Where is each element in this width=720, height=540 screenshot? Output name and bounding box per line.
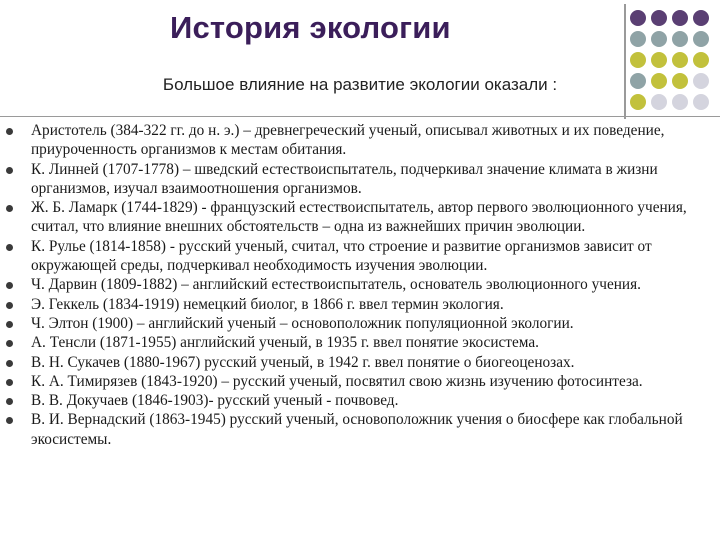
list-item-text: К. А. Тимирязев (1843-1920) – русский ученый, посвятил свою жизнь изучению фотосинтеза. xyxy=(31,372,643,390)
decorative-dot xyxy=(672,10,688,26)
list-item xyxy=(0,391,720,410)
list-item-text: К. Рулье (1814-1858) - русский ученый, считал, что строение и развитие организмов зависит от окружающей среды, подчеркивал необходимость изучения эволюции. xyxy=(31,237,652,275)
list-item-text: А. Тенсли (1871-1955) английский ученый, в 1935 г. ввел понятие экосистема. xyxy=(31,334,539,352)
decorative-dot xyxy=(693,94,709,110)
list-item-text: К. Линней (1707-1778) – шведский естествоиспытатель, подчеркивал значение климата в жизни организмов, изучал взаимоотношения организмов. xyxy=(31,160,658,197)
list-item-text: Э. Геккель (1834-1919) немецкий биолог, в 1866 г. ввел термин экология. xyxy=(31,295,504,313)
slide-subtitle: Большое влияние на развитие экологии оказали : xyxy=(162,75,558,94)
list-item-text: Ч. Элтон (1900) – английский ученый – основоположник популяционной экологии. xyxy=(31,314,574,332)
decorative-dot xyxy=(693,10,709,26)
bullet-icon xyxy=(6,321,13,328)
bullet-icon xyxy=(6,282,13,289)
bullet-icon xyxy=(6,205,13,212)
bullet-icon xyxy=(6,167,13,174)
decorative-dot xyxy=(672,52,688,68)
list-item-text: В. И. Вернадский (1863-1945) русский ученый, основоположник учения о биосфере как глобальной экосистемы. xyxy=(31,411,683,448)
decorative-dot xyxy=(651,94,667,110)
list-item-text: Ч. Дарвин (1809-1882) – английский естествоиспытатель, основатель эволюционного учения. xyxy=(31,276,641,294)
vertical-divider xyxy=(624,4,626,119)
decorative-dot xyxy=(672,31,688,47)
list-item-text: Аристотель (384-322 гг. до н. э.) – древнегреческий ученый, описывал животных и их поведение, приуроченность организмов к местам обитания. xyxy=(31,122,665,159)
decorative-dot xyxy=(672,94,688,110)
decorative-dot xyxy=(693,52,709,68)
bullet-icon xyxy=(6,417,13,424)
decorative-dot xyxy=(693,31,709,47)
decorative-dot xyxy=(630,94,646,110)
bullet-icon xyxy=(6,302,13,309)
bullet-icon xyxy=(6,244,13,251)
horizontal-divider xyxy=(0,116,720,117)
decorative-dot xyxy=(651,31,667,47)
list-item xyxy=(0,121,720,160)
decorative-dot xyxy=(651,52,667,68)
list-item xyxy=(0,295,720,314)
list-item xyxy=(0,275,720,294)
list-item xyxy=(0,237,720,276)
bullet-icon xyxy=(6,398,13,405)
slide-title: История экологии xyxy=(170,10,451,45)
list-item-text: В. В. Докучаев (1846-1903)- русский ученый - почвовед. xyxy=(31,392,399,410)
bullet-icon xyxy=(6,128,13,135)
bullet-icon xyxy=(6,360,13,367)
decorative-dot xyxy=(630,31,646,47)
list-item-text: Ж. Б. Ламарк (1744-1829) - французский естествоиспытатель, автор первого эволюционного учения, считал, что влияние внешних обстоятельств – одна из важнейших причин эволюции. xyxy=(31,199,687,236)
list-item xyxy=(0,198,720,237)
list-item xyxy=(0,314,720,333)
bullet-icon xyxy=(6,340,13,347)
list-item xyxy=(0,160,720,199)
scientist-list xyxy=(0,121,720,449)
list-item-text: В. Н. Сукачев (1880-1967) русский ученый, в 1942 г. ввел понятие о биогеоценозах. xyxy=(31,353,575,371)
decorative-dot xyxy=(630,10,646,26)
list-item xyxy=(0,353,720,372)
list-item xyxy=(0,372,720,391)
decorative-dot xyxy=(651,10,667,26)
decorative-dot xyxy=(630,52,646,68)
bullet-icon xyxy=(6,379,13,386)
list-item xyxy=(0,410,720,449)
list-item xyxy=(0,333,720,352)
